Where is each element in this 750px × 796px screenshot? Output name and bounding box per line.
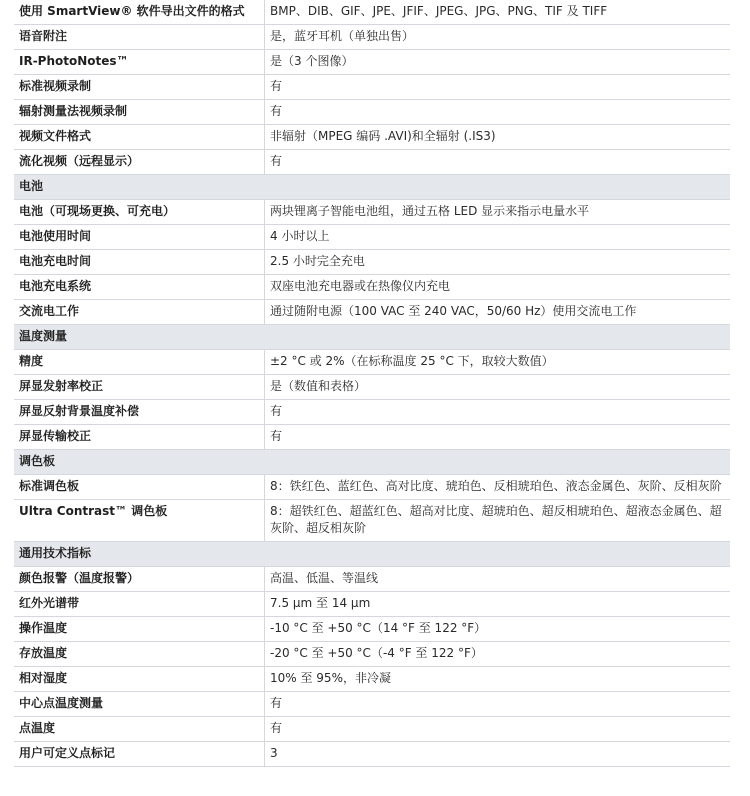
spec-row bbox=[14, 375, 730, 400]
spec-value: 双座电池充电器或在热像仪内充电 bbox=[265, 275, 731, 300]
spec-label: 电池（可现场更换、可充电） bbox=[14, 200, 265, 225]
spec-label: Ultra Contrast™ 调色板 bbox=[14, 500, 265, 542]
spec-row bbox=[14, 25, 730, 50]
spec-row bbox=[14, 400, 730, 425]
spec-value: 非辐射（MPEG 编码 .AVI)和全辐射 (.IS3) bbox=[265, 125, 731, 150]
spec-row bbox=[14, 667, 730, 692]
spec-label: 屏显传输校正 bbox=[14, 425, 265, 450]
spec-value: 8：铁红色、蓝红色、高对比度、琥珀色、反相琥珀色、液态金属色、灰阶、反相灰阶 bbox=[265, 475, 731, 500]
spec-value: 4 小时以上 bbox=[265, 225, 731, 250]
spec-row bbox=[14, 425, 730, 450]
spec-value: 有 bbox=[265, 150, 731, 175]
spec-value: 有 bbox=[265, 692, 731, 717]
spec-label: 存放温度 bbox=[14, 642, 265, 667]
section-title: 电池 bbox=[14, 175, 730, 200]
section-header-row bbox=[14, 542, 730, 567]
spec-label: 相对湿度 bbox=[14, 667, 265, 692]
spec-label: 标准视频录制 bbox=[14, 75, 265, 100]
spec-label: 红外光谱带 bbox=[14, 592, 265, 617]
spec-label: 屏显发射率校正 bbox=[14, 375, 265, 400]
spec-row bbox=[14, 742, 730, 767]
spec-row bbox=[14, 617, 730, 642]
section-header-row bbox=[14, 325, 730, 350]
spec-label: 流化视频（远程显示） bbox=[14, 150, 265, 175]
spec-value: 是（数值和表格） bbox=[265, 375, 731, 400]
spec-row bbox=[14, 250, 730, 275]
spec-row bbox=[14, 475, 730, 500]
spec-row bbox=[14, 275, 730, 300]
spec-value: ±2 °C 或 2%（在标称温度 25 °C 下，取较大数值） bbox=[265, 350, 731, 375]
spec-label: 精度 bbox=[14, 350, 265, 375]
spec-row bbox=[14, 350, 730, 375]
spec-value: -20 °C 至 +50 °C（-4 °F 至 122 °F） bbox=[265, 642, 731, 667]
section-title: 温度测量 bbox=[14, 325, 730, 350]
spec-label: 使用 SmartView® 软件导出文件的格式 bbox=[14, 0, 265, 25]
spec-row bbox=[14, 75, 730, 100]
spec-row bbox=[14, 567, 730, 592]
spec-value: 两块锂离子智能电池组，通过五格 LED 显示来指示电量水平 bbox=[265, 200, 731, 225]
spec-value: 3 bbox=[265, 742, 731, 767]
spec-value: 2.5 小时完全充电 bbox=[265, 250, 731, 275]
spec-label: 电池使用时间 bbox=[14, 225, 265, 250]
spec-label: 用户可定义点标记 bbox=[14, 742, 265, 767]
spec-row bbox=[14, 150, 730, 175]
spec-value: 有 bbox=[265, 400, 731, 425]
spec-value: 10% 至 95%，非冷凝 bbox=[265, 667, 731, 692]
spec-value: 是，蓝牙耳机（单独出售） bbox=[265, 25, 731, 50]
spec-label: 颜色报警（温度报警） bbox=[14, 567, 265, 592]
spec-value: BMP、DIB、GIF、JPE、JFIF、JPEG、JPG、PNG、TIF 及 TIFF bbox=[265, 0, 731, 25]
spec-value: 高温、低温、等温线 bbox=[265, 567, 731, 592]
spec-label: 点温度 bbox=[14, 717, 265, 742]
spec-row bbox=[14, 100, 730, 125]
spec-label: IR-PhotoNotes™ bbox=[14, 50, 265, 75]
spec-table-body bbox=[14, 0, 730, 767]
spec-row bbox=[14, 717, 730, 742]
spec-value: 7.5 μm 至 14 μm bbox=[265, 592, 731, 617]
spec-label: 辐射测量法视频录制 bbox=[14, 100, 265, 125]
spec-label: 电池充电系统 bbox=[14, 275, 265, 300]
spec-value: 8：超铁红色、超蓝红色、超高对比度、超琥珀色、超反相琥珀色、超液态金属色、超灰阶、超反相灰阶 bbox=[265, 500, 731, 542]
spec-label: 交流电工作 bbox=[14, 300, 265, 325]
spec-row bbox=[14, 592, 730, 617]
section-header-row bbox=[14, 450, 730, 475]
spec-row bbox=[14, 50, 730, 75]
spec-value: 有 bbox=[265, 425, 731, 450]
section-header-row bbox=[14, 175, 730, 200]
spec-row bbox=[14, 500, 730, 542]
spec-label: 操作温度 bbox=[14, 617, 265, 642]
spec-label: 电池充电时间 bbox=[14, 250, 265, 275]
spec-row bbox=[14, 125, 730, 150]
spec-value: 有 bbox=[265, 717, 731, 742]
spec-row bbox=[14, 300, 730, 325]
spec-value: 有 bbox=[265, 75, 731, 100]
spec-row bbox=[14, 0, 730, 25]
spec-label: 中心点温度测量 bbox=[14, 692, 265, 717]
spec-value: 通过随附电源（100 VAC 至 240 VAC，50/60 Hz）使用交流电工作 bbox=[265, 300, 731, 325]
spec-value: -10 °C 至 +50 °C（14 °F 至 122 °F） bbox=[265, 617, 731, 642]
spec-label: 语音附注 bbox=[14, 25, 265, 50]
section-title: 通用技术指标 bbox=[14, 542, 730, 567]
spec-row bbox=[14, 692, 730, 717]
spec-label: 标准调色板 bbox=[14, 475, 265, 500]
spec-value: 有 bbox=[265, 100, 731, 125]
spec-label: 视频文件格式 bbox=[14, 125, 265, 150]
spec-row bbox=[14, 200, 730, 225]
spec-label: 屏显反射背景温度补偿 bbox=[14, 400, 265, 425]
spec-row bbox=[14, 642, 730, 667]
section-title: 调色板 bbox=[14, 450, 730, 475]
spec-table bbox=[14, 0, 730, 767]
spec-value: 是（3 个图像） bbox=[265, 50, 731, 75]
spec-row bbox=[14, 225, 730, 250]
